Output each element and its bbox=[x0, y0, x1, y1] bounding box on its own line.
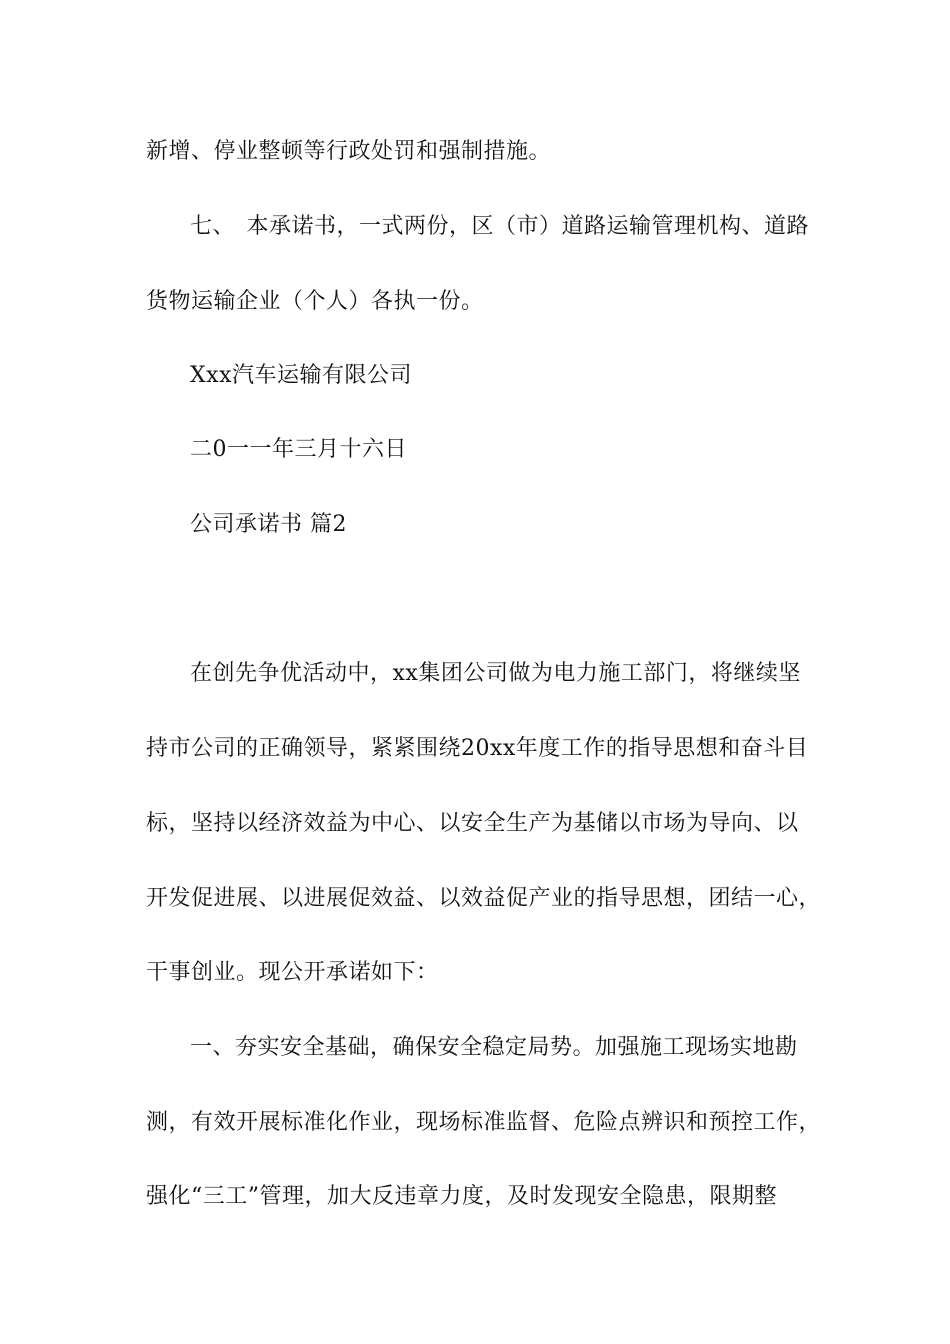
date-line: 二0一一年三月十六日 bbox=[190, 437, 407, 462]
paragraph-line: 持市公司的正确领导，紧紧围绕20xx年度工作的指导思想和奋斗目 bbox=[146, 736, 809, 761]
paragraph-line: 在创先争优活动中，xx集团公司做为电力施工部门，将继续坚 bbox=[190, 661, 801, 686]
paragraph-line: 干事创业。现公开承诺如下： bbox=[146, 960, 439, 985]
section-heading: 公司承诺书 篇2 bbox=[190, 512, 347, 537]
paragraph-line: 七、 本承诺书，一式两份，区（市）道路运输管理机构、道路 bbox=[190, 214, 810, 239]
paragraph-line: 新增、停业整顿等行政处罚和强制措施。 bbox=[146, 139, 552, 164]
paragraph-line: 测，有效开展标准化作业，现场标准监督、危险点辨识和预控工作， bbox=[146, 1110, 822, 1135]
paragraph-line: 货物运输企业（个人）各执一份。 bbox=[146, 289, 484, 314]
paragraph-line: 一、夯实安全基础，确保安全稳定局势。加强施工现场实地勘 bbox=[190, 1035, 798, 1060]
paragraph-line: 标，坚持以经济效益为中心、以安全生产为基储以市场为导向、以 bbox=[146, 811, 799, 836]
company-name: Xxx汽车运输有限公司 bbox=[190, 363, 412, 388]
paragraph-line: 开发促进展、以进展促效益、以效益促产业的指导思想，团结一心， bbox=[146, 886, 822, 911]
paragraph-line: 强化“三工”管理，加大反违章力度，及时发现安全隐患，限期整 bbox=[146, 1184, 777, 1209]
